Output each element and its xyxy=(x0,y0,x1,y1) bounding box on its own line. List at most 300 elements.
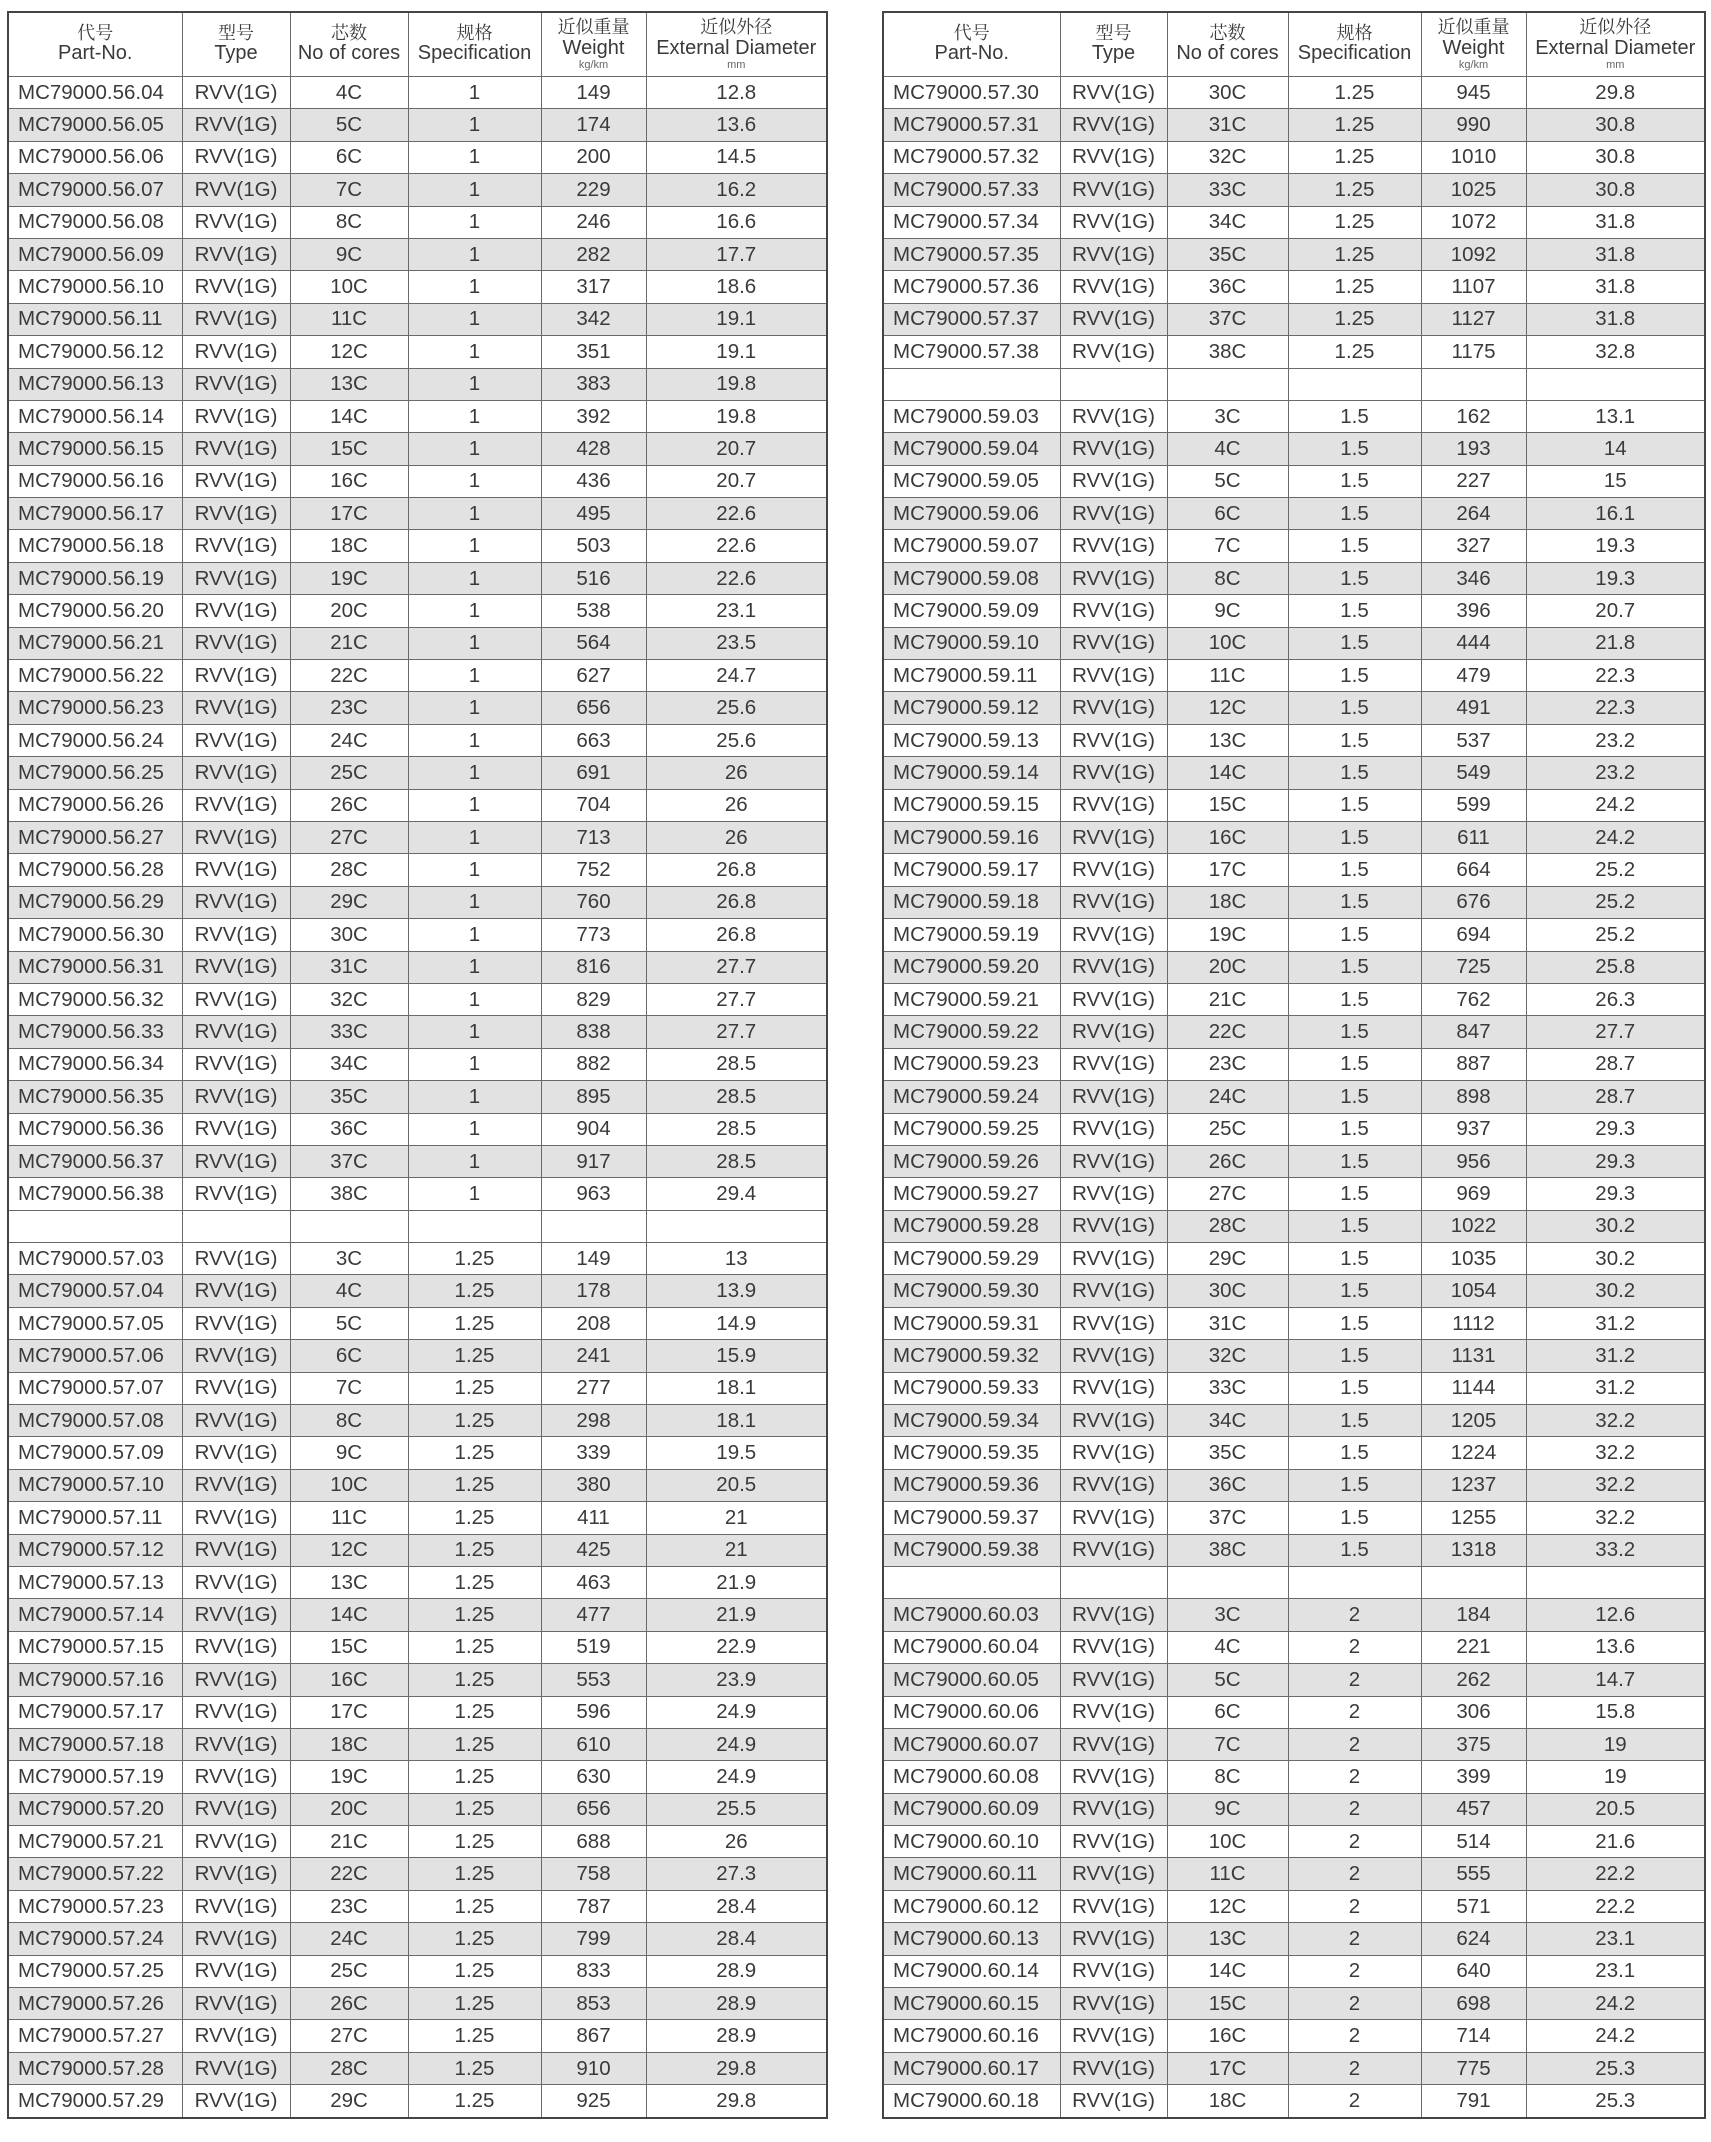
part-no-cell: MC79000.56.07 xyxy=(8,174,182,206)
table-row xyxy=(8,660,827,692)
specification-cell: 1 xyxy=(408,1048,541,1080)
diameter-cell: 23.1 xyxy=(646,595,827,627)
part-no-cell: MC79000.56.25 xyxy=(8,757,182,789)
cores-cell: 33C xyxy=(290,1016,408,1048)
table-row xyxy=(8,1469,827,1501)
weight-cell: 425 xyxy=(541,1534,646,1566)
diameter-cell: 16.2 xyxy=(646,174,827,206)
diameter-cell: 21 xyxy=(646,1534,827,1566)
cores-cell: 11C xyxy=(290,303,408,335)
table-row xyxy=(8,1826,827,1858)
diameter-cell: 18.1 xyxy=(646,1405,827,1437)
weight-cell: 1092 xyxy=(1421,238,1526,270)
specification-cell: 1.5 xyxy=(1288,1016,1421,1048)
part-no-cell: MC79000.57.29 xyxy=(8,2085,182,2118)
part-no-cell: MC79000.59.30 xyxy=(883,1275,1060,1307)
part-no-cell: MC79000.57.11 xyxy=(8,1502,182,1534)
part-no-cell: MC79000.59.15 xyxy=(883,789,1060,821)
cores-cell: 35C xyxy=(1167,1437,1288,1469)
weight-cell: 656 xyxy=(541,692,646,724)
table-row xyxy=(883,1016,1705,1048)
diameter-cell: 28.4 xyxy=(646,1890,827,1922)
cores-cell: 7C xyxy=(1167,530,1288,562)
table-row xyxy=(883,1372,1705,1404)
weight-cell: 698 xyxy=(1421,1988,1526,2020)
table-row xyxy=(883,627,1705,659)
specification-cell: 1.5 xyxy=(1288,692,1421,724)
specification-cell: 1.5 xyxy=(1288,1469,1421,1501)
weight-cell: 380 xyxy=(541,1469,646,1501)
type-cell: RVV(1G) xyxy=(1060,400,1167,432)
type-cell: RVV(1G) xyxy=(182,206,290,238)
specification-cell: 1.5 xyxy=(1288,919,1421,951)
header-label-en: Type xyxy=(214,42,258,65)
weight-cell: 838 xyxy=(541,1016,646,1048)
type-cell: RVV(1G) xyxy=(182,336,290,368)
part-no-cell: MC79000.57.15 xyxy=(8,1631,182,1663)
cores-cell: 19C xyxy=(290,1761,408,1793)
weight-cell: 688 xyxy=(541,1826,646,1858)
specification-cell: 1.5 xyxy=(1288,1405,1421,1437)
table-body xyxy=(8,77,827,2118)
part-no-cell: MC79000.57.31 xyxy=(883,109,1060,141)
part-no-cell: MC79000.56.17 xyxy=(8,498,182,530)
type-cell: RVV(1G) xyxy=(182,1372,290,1404)
table-row xyxy=(8,919,827,951)
cores-cell: 15C xyxy=(290,433,408,465)
table-row xyxy=(8,1761,827,1793)
diameter-cell: 29.8 xyxy=(1526,77,1705,109)
type-cell: RVV(1G) xyxy=(182,271,290,303)
cores-cell: 8C xyxy=(290,206,408,238)
weight-cell: 596 xyxy=(541,1696,646,1728)
table-row xyxy=(8,303,827,335)
cable-spec-table-right xyxy=(882,11,1706,2119)
diameter-cell: 32.2 xyxy=(1526,1469,1705,1501)
weight-cell: 411 xyxy=(541,1502,646,1534)
specification-cell: 1.5 xyxy=(1288,1502,1421,1534)
cores-cell: 16C xyxy=(1167,821,1288,853)
specification-cell: 1.25 xyxy=(408,1988,541,2020)
part-no-cell: MC79000.57.27 xyxy=(8,2020,182,2052)
type-cell: RVV(1G) xyxy=(182,465,290,497)
type-cell: RVV(1G) xyxy=(1060,1793,1167,1825)
weight-cell: 656 xyxy=(541,1793,646,1825)
weight-cell: 1131 xyxy=(1421,1340,1526,1372)
type-cell: RVV(1G) xyxy=(182,886,290,918)
weight-cell: 847 xyxy=(1421,1016,1526,1048)
cores-cell: 5C xyxy=(1167,465,1288,497)
part-no-cell: MC79000.59.13 xyxy=(883,724,1060,756)
weight-cell: 762 xyxy=(1421,983,1526,1015)
weight-cell: 1175 xyxy=(1421,336,1526,368)
type-cell: RVV(1G) xyxy=(182,1988,290,2020)
part-no-cell: MC79000.60.04 xyxy=(883,1631,1060,1663)
part-no-cell: MC79000.56.24 xyxy=(8,724,182,756)
weight-cell: 990 xyxy=(1421,109,1526,141)
type-cell: RVV(1G) xyxy=(1060,1728,1167,1760)
specification-cell: 1 xyxy=(408,692,541,724)
specification-cell: 1.5 xyxy=(1288,1437,1421,1469)
table-row xyxy=(8,627,827,659)
separator-row xyxy=(883,368,1705,400)
diameter-cell: 31.2 xyxy=(1526,1307,1705,1339)
weight-cell: 963 xyxy=(541,1178,646,1210)
weight-cell: 760 xyxy=(541,886,646,918)
part-no-cell: MC79000.60.03 xyxy=(883,1599,1060,1631)
cores-cell: 36C xyxy=(290,1113,408,1145)
type-cell: RVV(1G) xyxy=(182,1696,290,1728)
specification-cell: 1 xyxy=(408,77,541,109)
table-row xyxy=(8,1793,827,1825)
weight-cell: 229 xyxy=(541,174,646,206)
weight-cell: 227 xyxy=(1421,465,1526,497)
part-no-cell: MC79000.57.35 xyxy=(883,238,1060,270)
cores-cell: 15C xyxy=(1167,789,1288,821)
type-cell: RVV(1G) xyxy=(1060,1988,1167,2020)
type-cell: RVV(1G) xyxy=(182,2085,290,2118)
cores-cell: 33C xyxy=(1167,174,1288,206)
weight-cell: 463 xyxy=(541,1566,646,1598)
type-cell: RVV(1G) xyxy=(1060,336,1167,368)
specification-cell: 1.25 xyxy=(1288,206,1421,238)
header-label-en: Specification xyxy=(417,42,532,65)
specification-cell: 2 xyxy=(1288,2020,1421,2052)
weight-cell: 829 xyxy=(541,983,646,1015)
part-no-cell: MC79000.59.18 xyxy=(883,886,1060,918)
type-cell: RVV(1G) xyxy=(1060,141,1167,173)
weight-cell: 787 xyxy=(541,1890,646,1922)
specification-cell: 1.25 xyxy=(408,1372,541,1404)
diameter-cell: 14 xyxy=(1526,433,1705,465)
diameter-cell: 25.3 xyxy=(1526,2052,1705,2084)
table-row xyxy=(8,1372,827,1404)
header-label-zh: 近似重量 xyxy=(1437,17,1510,38)
cores-cell: 6C xyxy=(1167,498,1288,530)
diameter-cell: 15.9 xyxy=(646,1340,827,1372)
part-no-cell: MC79000.59.36 xyxy=(883,1469,1060,1501)
specification-cell: 1.5 xyxy=(1288,498,1421,530)
cores-cell: 26C xyxy=(290,1988,408,2020)
diameter-cell: 26.8 xyxy=(646,919,827,951)
diameter-cell: 24.2 xyxy=(1526,1988,1705,2020)
diameter-cell: 25.5 xyxy=(646,1793,827,1825)
cores-cell: 9C xyxy=(1167,595,1288,627)
diameter-cell: 22.3 xyxy=(1526,692,1705,724)
diameter-cell xyxy=(1526,1566,1705,1598)
cores-cell: 30C xyxy=(1167,77,1288,109)
table-row xyxy=(8,1955,827,1987)
table-row xyxy=(883,757,1705,789)
cores-cell: 12C xyxy=(290,1534,408,1566)
cores-cell: 32C xyxy=(1167,141,1288,173)
specification-cell: 1.5 xyxy=(1288,400,1421,432)
diameter-cell: 28.9 xyxy=(646,1955,827,1987)
diameter-cell: 29.8 xyxy=(646,2052,827,2084)
weight-cell: 342 xyxy=(541,303,646,335)
cores-cell: 29C xyxy=(290,886,408,918)
part-no-cell: MC79000.56.15 xyxy=(8,433,182,465)
diameter-cell: 20.7 xyxy=(1526,595,1705,627)
type-cell: RVV(1G) xyxy=(182,692,290,724)
specification-cell: 1.5 xyxy=(1288,1243,1421,1275)
cores-cell xyxy=(290,1210,408,1242)
specification-cell: 1 xyxy=(408,174,541,206)
weight-cell: 537 xyxy=(1421,724,1526,756)
part-no-cell: MC79000.57.17 xyxy=(8,1696,182,1728)
cores-cell: 14C xyxy=(290,400,408,432)
type-cell: RVV(1G) xyxy=(182,530,290,562)
cores-cell: 3C xyxy=(290,1243,408,1275)
table-row xyxy=(8,757,827,789)
header-label-en: Weight xyxy=(1442,36,1505,59)
table-row xyxy=(883,1858,1705,1890)
table-row xyxy=(8,1566,827,1598)
diameter-cell: 27.7 xyxy=(646,1016,827,1048)
weight-cell: 571 xyxy=(1421,1890,1526,1922)
diameter-cell: 19.8 xyxy=(646,400,827,432)
header-label-zh: 近似重量 xyxy=(557,17,630,38)
cores-cell: 10C xyxy=(1167,627,1288,659)
diameter-cell: 33.2 xyxy=(1526,1534,1705,1566)
type-cell: RVV(1G) xyxy=(1060,530,1167,562)
weight-cell: 549 xyxy=(1421,757,1526,789)
type-cell: RVV(1G) xyxy=(182,2052,290,2084)
specification-cell: 1.25 xyxy=(1288,238,1421,270)
table-row xyxy=(883,336,1705,368)
cores-cell: 25C xyxy=(290,1955,408,1987)
part-no-cell xyxy=(8,1210,182,1242)
diameter-cell: 25.2 xyxy=(1526,886,1705,918)
diameter-cell: 26 xyxy=(646,757,827,789)
type-cell: RVV(1G) xyxy=(1060,303,1167,335)
part-no-cell: MC79000.56.19 xyxy=(8,562,182,594)
part-no-cell: MC79000.59.27 xyxy=(883,1178,1060,1210)
cores-cell: 19C xyxy=(290,562,408,594)
part-no-cell: MC79000.60.15 xyxy=(883,1988,1060,2020)
part-no-cell: MC79000.56.10 xyxy=(8,271,182,303)
type-cell: RVV(1G) xyxy=(1060,2085,1167,2118)
type-cell: RVV(1G) xyxy=(1060,206,1167,238)
diameter-cell: 13.6 xyxy=(1526,1631,1705,1663)
type-cell: RVV(1G) xyxy=(182,1923,290,1955)
type-cell: RVV(1G) xyxy=(1060,1437,1167,1469)
type-cell: RVV(1G) xyxy=(182,1469,290,1501)
part-no-cell: MC79000.57.34 xyxy=(883,206,1060,238)
specification-cell: 1.5 xyxy=(1288,660,1421,692)
diameter-cell: 28.4 xyxy=(646,1923,827,1955)
weight-cell: 725 xyxy=(1421,951,1526,983)
cores-cell: 21C xyxy=(1167,983,1288,1015)
specification-cell: 1.5 xyxy=(1288,1275,1421,1307)
specification-cell: 1.5 xyxy=(1288,951,1421,983)
cores-cell: 10C xyxy=(1167,1826,1288,1858)
specification-header xyxy=(408,12,541,77)
diameter-cell: 27.7 xyxy=(646,951,827,983)
table-row xyxy=(883,271,1705,303)
diameter-cell: 23.1 xyxy=(1526,1923,1705,1955)
cores-cell: 36C xyxy=(1167,1469,1288,1501)
weight-cell: 495 xyxy=(541,498,646,530)
table-row xyxy=(883,433,1705,465)
specification-cell: 1.25 xyxy=(1288,109,1421,141)
table-row xyxy=(8,1728,827,1760)
type-cell: RVV(1G) xyxy=(1060,1826,1167,1858)
table-row xyxy=(8,692,827,724)
type-cell: RVV(1G) xyxy=(182,1307,290,1339)
diameter-cell: 22.9 xyxy=(646,1631,827,1663)
type-cell: RVV(1G) xyxy=(182,1631,290,1663)
weight-cell: 627 xyxy=(541,660,646,692)
part-no-cell: MC79000.59.04 xyxy=(883,433,1060,465)
cores-cell: 10C xyxy=(290,271,408,303)
type-cell: RVV(1G) xyxy=(1060,919,1167,951)
type-cell xyxy=(1060,368,1167,400)
part-no-cell: MC79000.56.33 xyxy=(8,1016,182,1048)
specification-cell: 1.25 xyxy=(408,1761,541,1793)
diameter-cell: 26 xyxy=(646,789,827,821)
table-row xyxy=(8,821,827,853)
type-cell: RVV(1G) xyxy=(182,1858,290,1890)
part-no-cell: MC79000.56.23 xyxy=(8,692,182,724)
diameter-cell: 20.5 xyxy=(1526,1793,1705,1825)
table-row xyxy=(8,1243,827,1275)
type-cell: RVV(1G) xyxy=(1060,886,1167,918)
specification-cell: 1 xyxy=(408,336,541,368)
part-no-cell: MC79000.56.11 xyxy=(8,303,182,335)
table-row xyxy=(883,789,1705,821)
type-cell: RVV(1G) xyxy=(182,1405,290,1437)
table-header xyxy=(8,12,827,77)
cores-cell: 14C xyxy=(1167,1955,1288,1987)
part-no-cell: MC79000.56.18 xyxy=(8,530,182,562)
type-cell: RVV(1G) xyxy=(1060,174,1167,206)
part-no-cell: MC79000.57.10 xyxy=(8,1469,182,1501)
part-no-cell: MC79000.60.18 xyxy=(883,2085,1060,2118)
cores-cell: 27C xyxy=(290,821,408,853)
cores-cell: 18C xyxy=(290,530,408,562)
part-no-cell: MC79000.57.33 xyxy=(883,174,1060,206)
type-cell: RVV(1G) xyxy=(182,1534,290,1566)
cores-cell xyxy=(1167,368,1288,400)
table-row xyxy=(883,1890,1705,1922)
weight-cell: 676 xyxy=(1421,886,1526,918)
diameter-cell: 22.3 xyxy=(1526,660,1705,692)
table-row xyxy=(883,530,1705,562)
weight-cell: 1022 xyxy=(1421,1210,1526,1242)
type-cell: RVV(1G) xyxy=(182,627,290,659)
weight-cell: 149 xyxy=(541,1243,646,1275)
type-cell: RVV(1G) xyxy=(182,821,290,853)
part-no-cell: MC79000.60.08 xyxy=(883,1761,1060,1793)
part-no-cell: MC79000.57.36 xyxy=(883,271,1060,303)
part-no-cell: MC79000.57.21 xyxy=(8,1826,182,1858)
cores-cell: 18C xyxy=(1167,886,1288,918)
part-no-cell: MC79000.59.33 xyxy=(883,1372,1060,1404)
diameter-cell: 25.6 xyxy=(646,724,827,756)
weight-cell: 479 xyxy=(1421,660,1526,692)
type-cell: RVV(1G) xyxy=(1060,465,1167,497)
diameter-cell: 24.2 xyxy=(1526,821,1705,853)
cores-cell: 15C xyxy=(1167,1988,1288,2020)
weight-cell: 221 xyxy=(1421,1631,1526,1663)
part-no-cell: MC79000.56.20 xyxy=(8,595,182,627)
part-no-cell: MC79000.60.12 xyxy=(883,1890,1060,1922)
table-row xyxy=(8,433,827,465)
cores-cell: 34C xyxy=(290,1048,408,1080)
type-cell: RVV(1G) xyxy=(1060,271,1167,303)
part-no-cell: MC79000.56.12 xyxy=(8,336,182,368)
diameter-cell: 13.9 xyxy=(646,1275,827,1307)
part-no-header xyxy=(8,12,182,77)
cores-cell: 5C xyxy=(290,1307,408,1339)
header-unit: mm xyxy=(727,58,746,71)
weight-cell: 1255 xyxy=(1421,1502,1526,1534)
cores-cell: 5C xyxy=(1167,1664,1288,1696)
weight-cell: 895 xyxy=(541,1081,646,1113)
weight-cell: 752 xyxy=(541,854,646,886)
type-header xyxy=(1060,12,1167,77)
type-cell: RVV(1G) xyxy=(182,174,290,206)
diameter-cell: 13.6 xyxy=(646,109,827,141)
type-cell: RVV(1G) xyxy=(182,400,290,432)
table-row xyxy=(883,1502,1705,1534)
table-row xyxy=(883,1275,1705,1307)
weight-cell: 1107 xyxy=(1421,271,1526,303)
specification-cell: 1.5 xyxy=(1288,1048,1421,1080)
table-row xyxy=(8,983,827,1015)
weight-cell: 799 xyxy=(541,1923,646,1955)
diameter-cell: 26.8 xyxy=(646,886,827,918)
type-cell: RVV(1G) xyxy=(182,1178,290,1210)
part-no-cell: MC79000.59.14 xyxy=(883,757,1060,789)
table-row xyxy=(883,1534,1705,1566)
specification-cell: 1.5 xyxy=(1288,1372,1421,1404)
part-no-cell: MC79000.59.35 xyxy=(883,1437,1060,1469)
cores-cell: 23C xyxy=(290,1890,408,1922)
table-row xyxy=(883,1178,1705,1210)
diameter-cell: 25.8 xyxy=(1526,951,1705,983)
specification-cell: 1.25 xyxy=(408,1890,541,1922)
type-cell: RVV(1G) xyxy=(182,983,290,1015)
part-no-cell: MC79000.59.09 xyxy=(883,595,1060,627)
specification-cell: 1.5 xyxy=(1288,854,1421,886)
cores-cell: 38C xyxy=(1167,336,1288,368)
cores-cell: 22C xyxy=(290,1858,408,1890)
part-no-cell: MC79000.57.12 xyxy=(8,1534,182,1566)
specification-cell: 2 xyxy=(1288,2085,1421,2118)
table-row xyxy=(883,2052,1705,2084)
specification-cell: 2 xyxy=(1288,1988,1421,2020)
table-row xyxy=(8,336,827,368)
type-cell: RVV(1G) xyxy=(182,1081,290,1113)
diameter-cell: 30.2 xyxy=(1526,1210,1705,1242)
weight-cell xyxy=(1421,368,1526,400)
weight-cell xyxy=(541,1210,646,1242)
cores-cell: 6C xyxy=(290,141,408,173)
table-row xyxy=(883,141,1705,173)
specification-cell: 1.25 xyxy=(1288,271,1421,303)
specification-cell: 1.5 xyxy=(1288,1081,1421,1113)
specification-cell: 1 xyxy=(408,141,541,173)
table-row xyxy=(8,951,827,983)
part-no-cell: MC79000.59.07 xyxy=(883,530,1060,562)
specification-cell: 1 xyxy=(408,1145,541,1177)
weight-cell: 713 xyxy=(541,821,646,853)
weight-cell: 925 xyxy=(541,2085,646,2118)
part-no-cell: MC79000.59.24 xyxy=(883,1081,1060,1113)
table-row xyxy=(8,1599,827,1631)
